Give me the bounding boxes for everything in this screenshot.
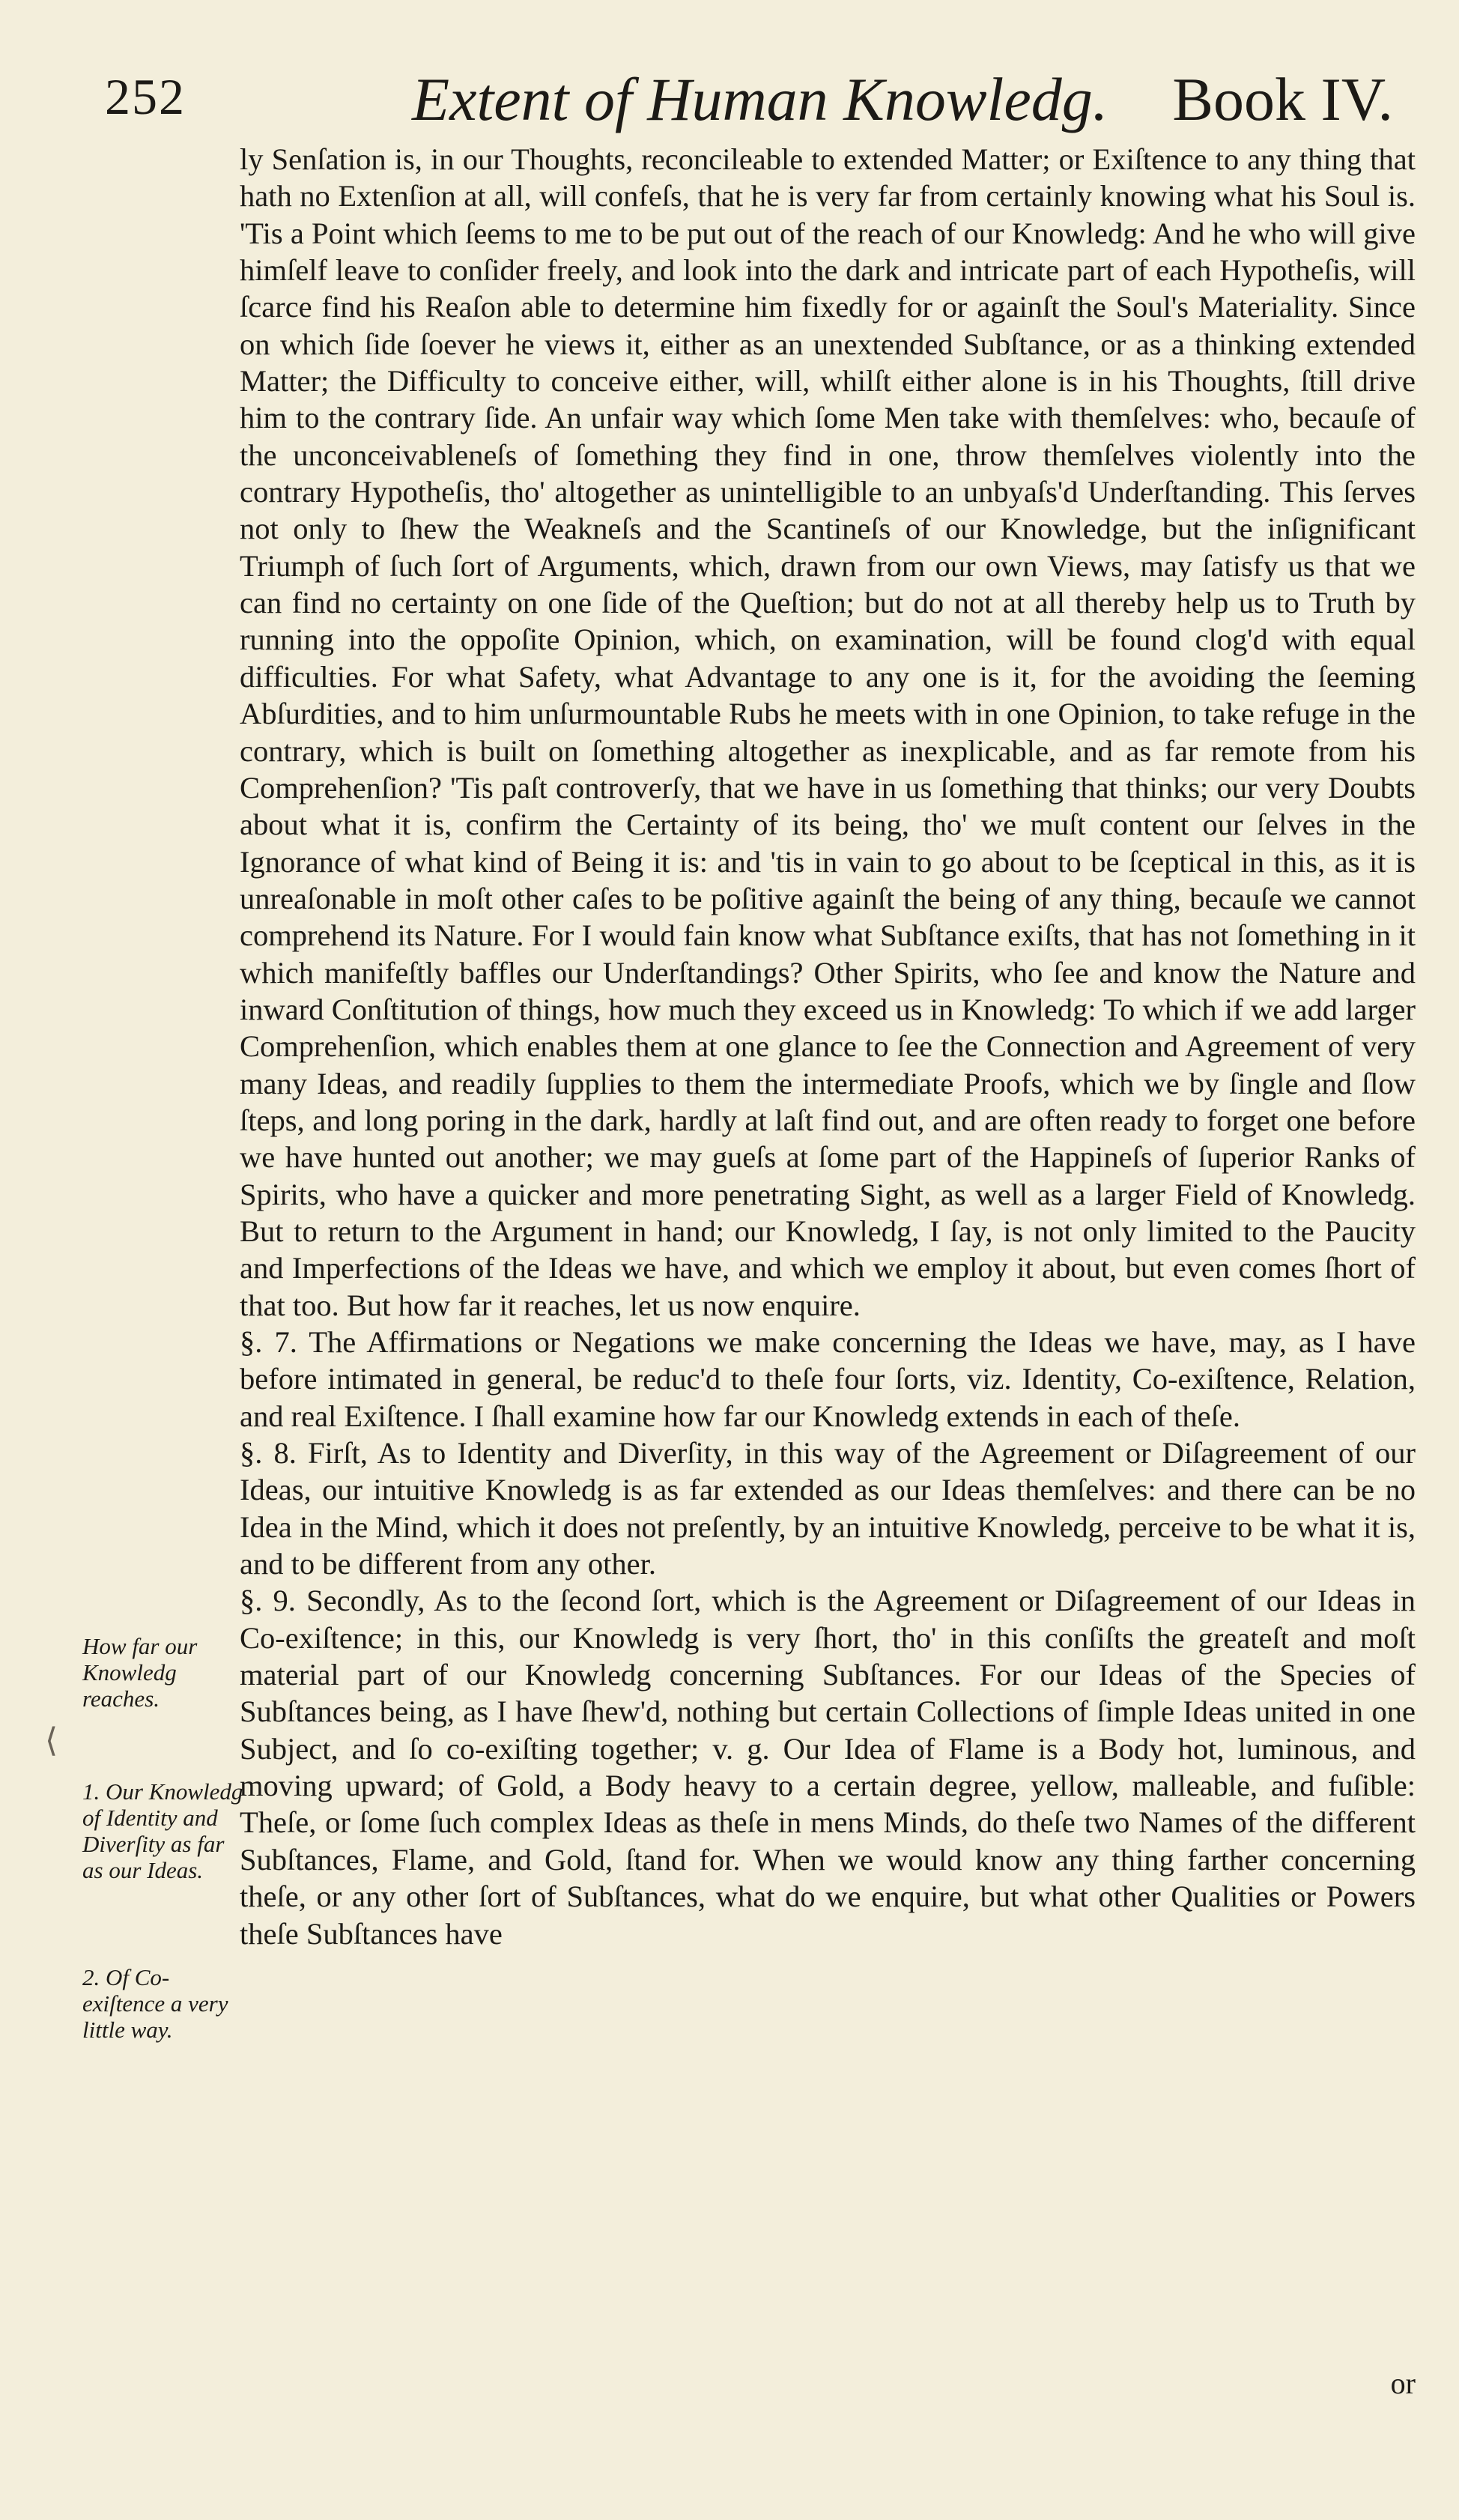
catchword: or [1390,2366,1416,2400]
paragraph-section-8: §. 8. Firſt, As to Identity and Diverſity, in this way of the Agreement or Diſagreement of our Ideas, our intuitive Knowledg is as far extended as our Ideas themſelves: and there can be no Idea in the Mind, which it does not preſently, by an intuitive Knowledg, perceive to be what it is, and to be different from any other. [240,1436,1416,1581]
sidenote-identity-diversity: 1. Our Knowledg of Identity and Diverſity as far as our Ideas. [82,1778,243,1883]
paragraph-continued: ly Senſation is, in our Thoughts, reconcileable to extended Matter; or Exiſtence to any thing that hath no Extenſion at all, will confeſs, that he is very far from certainly knowing what his Soul is. 'Tis a Point which ſeems to me to be put out of the reach of our Knowledg: And he who will give himſelf leave to conſider freely, and look into the dark and intricate part of each Hypotheſis, will ſcarce find his Reaſon able to determine him fixedly for or againſt the Soul's Materiality. Since on which ſide ſoever he views it, either as an unextended Subſtance, or as a thinking extended Matter; the Difficulty to conceive either, will, whilſt either alone is in his Thoughts, ſtill drive him to the contrary ſide. An unfair way which ſome Men take with themſelves: who, becauſe of the unconceivableneſs of ſomething they find in one, throw themſelves violently into the contrary Hypotheſis, tho' altogether as unintelligible to an unbyaſs'd Underſtanding. This ſerves not only to ſhew the Weakneſs and the Scantineſs of our Knowledge, but the inſignificant Triumph of ſuch ſort of Arguments, which, drawn from our own Views, may ſatisfy us that we can find no certainty on one ſide of the Queſtion; but do not at all thereby help us to Truth by running into the oppoſite Opinion, which, on examination, will be found clog'd with equal difficulties. For what Safety, what Advantage to any one is it, for the avoiding the ſeeming Abſurdities, and to him unſurmountable Rubs he meets with in one Opinion, to take refuge in the contrary, which is built on ſomething altogether as inexplicable, and as far remote from his Comprehenſion? 'Tis paſt controverſy, that we have in us ſomething that thinks; our very Doubts about what it is, confirm the Certainty of its being, tho' we muſt content our ſelves in the Ignorance of what kind of Being it is: and 'tis in vain to go about to be ſceptical in this, as it is unreaſonable in moſt other caſes to be poſitive againſt the being of any thing, becauſe we cannot comprehend its Nature. For I would fain know what Subſtance exiſts, that has not ſomething in it which manifeſtly baffles our Underſtandings? Other Spirits, who ſee and know the Nature and inward Conſtitution of things, how much they exceed us in Knowledg: To which if we add larger Comprehenſion, which enables them at one glance to ſee the Connection and Agreement of very many Ideas, and readily ſupplies to them the intermediate Proofs, which we by ſingle and ſlow ſteps, and long poring in the dark, hardly at laſt find out, and are often ready to forget one before we have hunted out another; we may gueſs at ſome part of the Happineſs of ſuperior Ranks of Spirits, who have a quicker and more penetrating Sight, as well as a larger Field of Knowledg. But to return to the Argument in hand; our Knowledg, I ſay, is not only limited to the Paucity and Imperfections of the Ideas we have, and which we employ it about, but even comes ſhort of that too. But how far it reaches, let us now enquire. [240,142,1416,1322]
margin-bracket-mark: ⟨ [45,1722,58,1759]
paragraph-section-9: §. 9. Secondly, As to the ſecond ſort, which is the Agreement or Diſagreement of our Ideas in Co-exiſtence; in this, our Knowledg is very ſhort, tho' in this conſiſts the greateſt and moſt material part of our Knowledg concerning Subſtances. For our Ideas of the Species of Subſtances being, as I have ſhew'd, nothing but certain Collections of ſimple Ideas united in one Subject, and ſo co-exiſting together; v. g. Our Idea of Flame is a Body hot, luminous, and moving upward; of Gold, a Body heavy to a certain degree, yellow, malleable, and fuſible: Theſe, or ſome ſuch complex Ideas as theſe in mens Minds, do theſe two Names of the different Subſtances, Flame, and Gold, ſtand for. When we would know any thing farther concerning theſe, or any other ſort of Subſtances, what do we enquire, but what other Qualities or Powers theſe Subſtances have [240,1584,1416,1951]
page-header [105,60,1393,142]
sidenote-how-far-knowledg-reaches: How far our Knowledg reaches. [82,1633,198,1712]
running-title: Extent of Human Knowledg. [412,65,1108,133]
sidenote-coexistence: 2. Of Co-exiſtence a very little way. [82,1964,228,2043]
book-label: Book IV. [1172,65,1393,133]
page-number: 252 [105,68,186,125]
main-text [240,141,1416,1952]
paragraph-section-7: §. 7. The Affirmations or Negations we make concerning the Ideas we have, may, as I have before intimated in general, be reduc'd to theſe four ſorts, viz. Identity, Co-exiſtence, Relation, and real Exiſtence. I ſhall examine how far our Knowledg extends in each of theſe. [240,1325,1416,1433]
